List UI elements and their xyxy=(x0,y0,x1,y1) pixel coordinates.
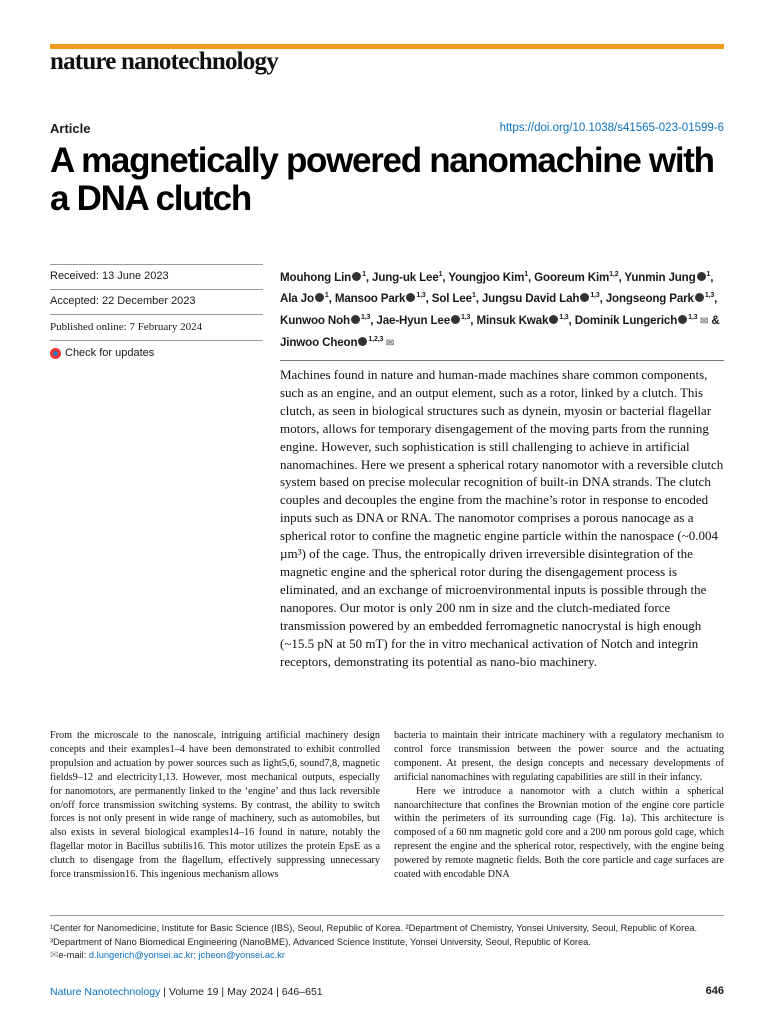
doi-link[interactable]: https://doi.org/10.1038/s41565-023-01599-6 xyxy=(499,122,724,134)
author-affiliation-sup: 1,3 xyxy=(461,313,471,321)
footnote-divider xyxy=(50,915,724,916)
email-links[interactable]: d.lungerich@yonsei.ac.kr; jcheon@yonsei.ac.kr xyxy=(88,950,285,960)
orcid-icon[interactable] xyxy=(697,272,706,281)
author-name: Jongseong Park xyxy=(605,292,694,306)
author-affiliation-sup: 1,2,3 xyxy=(368,336,384,344)
accepted-date: Accepted: 22 December 2023 xyxy=(50,289,263,307)
footer-issue: | Volume 19 | May 2024 | 646–651 xyxy=(160,986,323,998)
abstract-divider xyxy=(280,360,724,361)
author-name: Kunwoo Noh xyxy=(280,313,350,327)
author-affiliation-sup: 1 xyxy=(324,292,329,300)
abstract: Machines found in nature and human-made machines share common components, such as an engine, and an output element, such as a rotor, linked by a clutch. This clutch, as seen in biological structures such as dynein, myosin or bacterial flagellar motors, allows for temporary disengagement of the moving parts from the running engine. However, such sophistication is still challenging to achieve in artificial nanomachines. Here we present a spherical rotary nanomotor with a reversible clutch system based on precise molecular recognition of built-in DNA strands. The clutch couples and decouples the engine from the machine’s rotor in response to encoded inputs such as DNA or RNA. The nanomotor comprises a porous nanocage as a spherical rotor to confine the magnetic engine particle within the nanospace (~0.004 µm³) of the cage. Thus, the entropically driven irreversible disintegration of the magnetic engine and the spherical rotor during the disengagement process is eliminated, and an exchange of microenvironmental inputs is possible through the nanopores. Our motor is only 200 nm in size and the clutch-mediated force transmission powered by an embedded ferromagnetic nanocrystal is high enough (~15.5 pN at 50 mT) for the in vitro mechanical activation of Notch and integrin receptors, demonstrating its potential as nano-bio machinery. xyxy=(280,367,724,669)
author-name: Dominik Lungerich xyxy=(574,313,678,327)
author-name: Jung-uk Lee xyxy=(372,270,439,284)
affiliation-text: ¹Center for Nanomedicine, Institute for Basic Science (IBS), Seoul, Republic of Korea. ²Department of Chemistry, Yonsei University, Seoul, Republic of Korea. ³Department of Nano Biomedical Engineering (NanoBME), Advanced Science Institute, Yonsei University, Seoul, Republic of Korea. xyxy=(50,923,698,947)
published-date: Published online: 7 February 2024 xyxy=(50,314,263,333)
author-name: Jae-Hyun Lee xyxy=(376,313,451,327)
orcid-icon[interactable] xyxy=(352,272,361,281)
author-affiliation-sup: 1,3 xyxy=(590,292,600,300)
orcid-icon[interactable] xyxy=(580,293,589,302)
page-footer xyxy=(50,986,323,998)
orcid-icon[interactable] xyxy=(358,337,367,346)
page-number: 646 xyxy=(705,985,724,997)
author-name: Jungsu David Lah xyxy=(481,292,580,306)
orcid-icon[interactable] xyxy=(451,315,460,324)
journal-logo: nature nanotechnology xyxy=(50,48,278,75)
author-affiliation-sup: 1 xyxy=(471,292,476,300)
author-affiliation-sup: 1 xyxy=(362,271,366,278)
author-name: Ala Jo xyxy=(280,292,314,306)
check-updates-button[interactable]: Check for updates xyxy=(50,340,263,359)
orcid-icon[interactable] xyxy=(678,315,687,324)
author-affiliation-sup: 1,2 xyxy=(609,271,619,278)
author-list: Mouhong Lin $^1$, Jung-uk Lee$^1$, Youngjoo Kim$^1$, Gooreum Kim$^{1,2}$, Yunmin Jung $^1$, Ala Jo $^1$, Mansoo Park $^{1,3}$, Sol Lee$^1$, Jungsu David Lah $^{1,3}$, Jongseong Park $^{1,3}$, Kunwoo Noh $^{1,3}$, Jae-Hyun Lee $^{1,3}$, Minsuk Kwak $^{1,3}$, Dominik Lungerich $^{1,3}$ ✉ & Jinwoo Cheon $^{1,2,3}$ ✉ xyxy=(280,270,720,349)
mail-icon[interactable]: ✉ xyxy=(383,337,395,349)
author-name: Minsuk Kwak xyxy=(476,313,549,327)
author-name: Gooreum Kim xyxy=(534,270,610,284)
author-affiliation-sup: 1 xyxy=(438,271,443,278)
author-affiliation-sup: 1,3 xyxy=(688,313,698,321)
article-type: Article xyxy=(50,121,91,136)
orcid-icon[interactable] xyxy=(406,293,415,302)
body-paragraph: bacteria to maintain their intricate machinery with a regulatory mechanism to control force transmission between the power source and the actuating component. At present, the design concepts and necessary developments of artificial nanomachines with regulating capabilities are still in their infancy. xyxy=(394,730,724,783)
orcid-icon[interactable] xyxy=(549,315,558,324)
author-name: Mouhong Lin xyxy=(280,270,352,284)
author-affiliation-sup: 1,3 xyxy=(416,292,426,300)
page-title: A magnetically powered nanomachine with a DNA clutch xyxy=(50,141,714,218)
author-affiliation-sup: 1,3 xyxy=(704,292,715,300)
body-paragraph: Here we introduce a nanomotor with a clutch within a spherical nanoarchitecture that confines the Brownian motion of the engine core particle within the perimeters of its surrounding cage (Fig. 1a). This architecture is composed of a 60 nm magnetic gold core and a 200 nm porous gold cage, which represent the engine and the spherical rotor, respectively, with the engine being powered by remote magnetic fields. Both the core particle and cage surfaces are coated with encodable DNA xyxy=(394,785,724,881)
orcid-icon[interactable] xyxy=(695,293,704,302)
author-name: Sol Lee xyxy=(431,292,472,306)
author-name: & Jinwoo Cheon xyxy=(280,313,720,349)
check-updates-icon xyxy=(50,348,61,359)
author-affiliation-sup: 1,3 xyxy=(559,313,569,321)
author-name: Mansoo Park xyxy=(334,292,406,306)
author-affiliation-sup: 1 xyxy=(524,271,529,278)
mail-icon: ✉ xyxy=(50,950,59,961)
body-column-left xyxy=(50,729,380,882)
author-affiliation-sup: 1,3 xyxy=(360,313,371,321)
affiliations xyxy=(50,922,726,963)
mail-icon[interactable]: ✉ xyxy=(697,315,709,327)
orcid-icon[interactable] xyxy=(315,293,324,302)
body-paragraph: From the microscale to the nanoscale, intriguing artificial machinery design concepts and their examples1–4 have been demonstrated to exhibit controlled propulsion and actuation by power sources such as light5,6, sound7,8, magnetic fields9–12 and electricity1,13. However, most mechanical outputs, especially for nanomotors, are permanently linked to the ‘engine’ and thus lack reversible on/off force transmission switching systems. By contrast, the ability to switch forces is not only present in wide range of machinery, such as automobiles, but also exists in several biological examples14–16 found in nature, notably the flagellar motor in Bacillus subtilis16. This motor utilizes the protein EpsE as a clutch to disengage from the flagellum, effectively suppressing unnecessary force transmission16. This ingenious mechanism allows xyxy=(50,730,380,881)
author-name: Youngjoo Kim xyxy=(448,270,525,284)
author-name: Yunmin Jung xyxy=(624,270,696,284)
received-date: Received: 13 June 2023 xyxy=(50,264,263,282)
email-label: e-mail: xyxy=(58,950,89,960)
orcid-icon[interactable] xyxy=(351,315,360,324)
footer-journal-link[interactable]: Nature Nanotechnology xyxy=(50,986,161,998)
author-affiliation-sup: 1 xyxy=(706,271,711,278)
body-column-right xyxy=(394,729,724,882)
